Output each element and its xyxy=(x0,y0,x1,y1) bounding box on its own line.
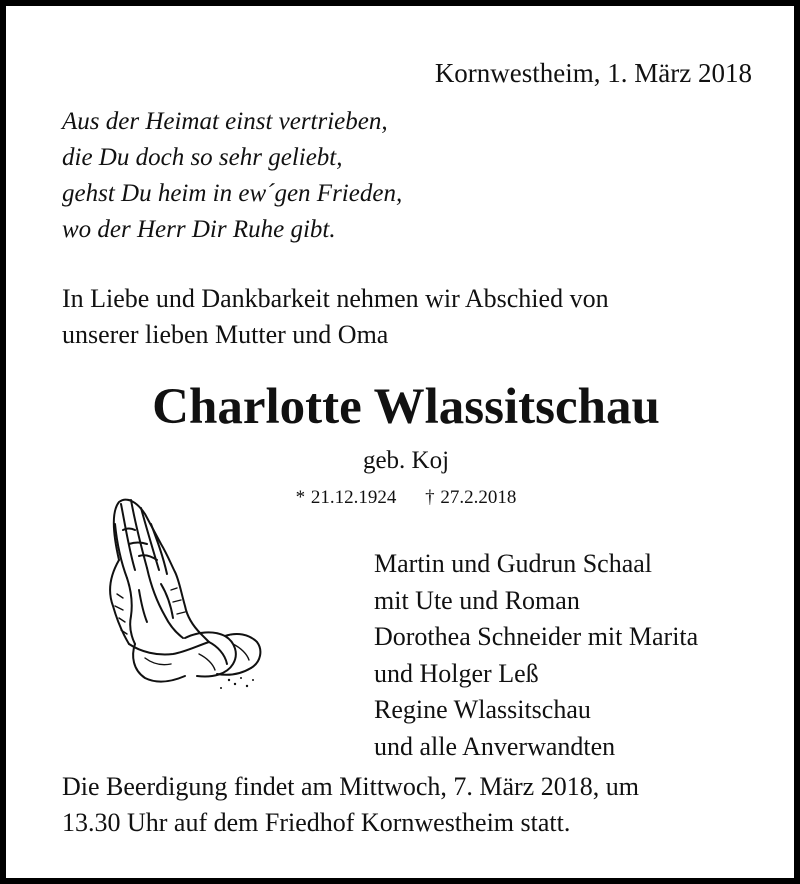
poem xyxy=(62,104,402,248)
poem-line: wo der Herr Dir Ruhe gibt. xyxy=(62,216,336,243)
funeral-line: Die Beerdigung findet am Mittwoch, 7. März 2018, um xyxy=(62,772,639,801)
intro-text xyxy=(62,281,609,353)
mourner-line: mit Ute und Roman xyxy=(374,585,580,615)
mourner-line: und alle Anverwandten xyxy=(374,731,616,761)
funeral-line: 13.30 Uhr auf dem Friedhof Kornwestheim statt. xyxy=(62,808,571,837)
mourners-list xyxy=(374,546,698,765)
poem-line: Aus der Heimat einst vertrieben, xyxy=(62,108,388,135)
mourner-line: und Holger Leß xyxy=(374,658,539,688)
mourner-line: Regine Wlassitschau xyxy=(374,695,591,724)
death-date: † 27.2.2018 xyxy=(425,487,517,508)
praying-hands-icon xyxy=(101,494,271,694)
deceased-name: Charlotte Wlassitschau xyxy=(152,379,660,435)
funeral-info xyxy=(62,769,639,841)
place-date: Kornwestheim, 1. März 2018 xyxy=(434,58,752,88)
poem-line: die Du doch so sehr geliebt, xyxy=(62,144,343,171)
intro-line: In Liebe und Dankbarkeit nehmen wir Abschied von xyxy=(62,284,609,313)
intro-line: unserer lieben Mutter und Oma xyxy=(62,320,389,349)
mourner-line: Dorothea Schneider mit Marita xyxy=(374,622,699,651)
mourner-line: Martin und Gudrun Schaal xyxy=(374,549,653,578)
maiden-name: geb. Koj xyxy=(362,447,450,474)
poem-line: gehst Du heim in ew´gen Frieden, xyxy=(62,180,403,207)
birth-date: * 21.12.1924 xyxy=(295,487,397,508)
